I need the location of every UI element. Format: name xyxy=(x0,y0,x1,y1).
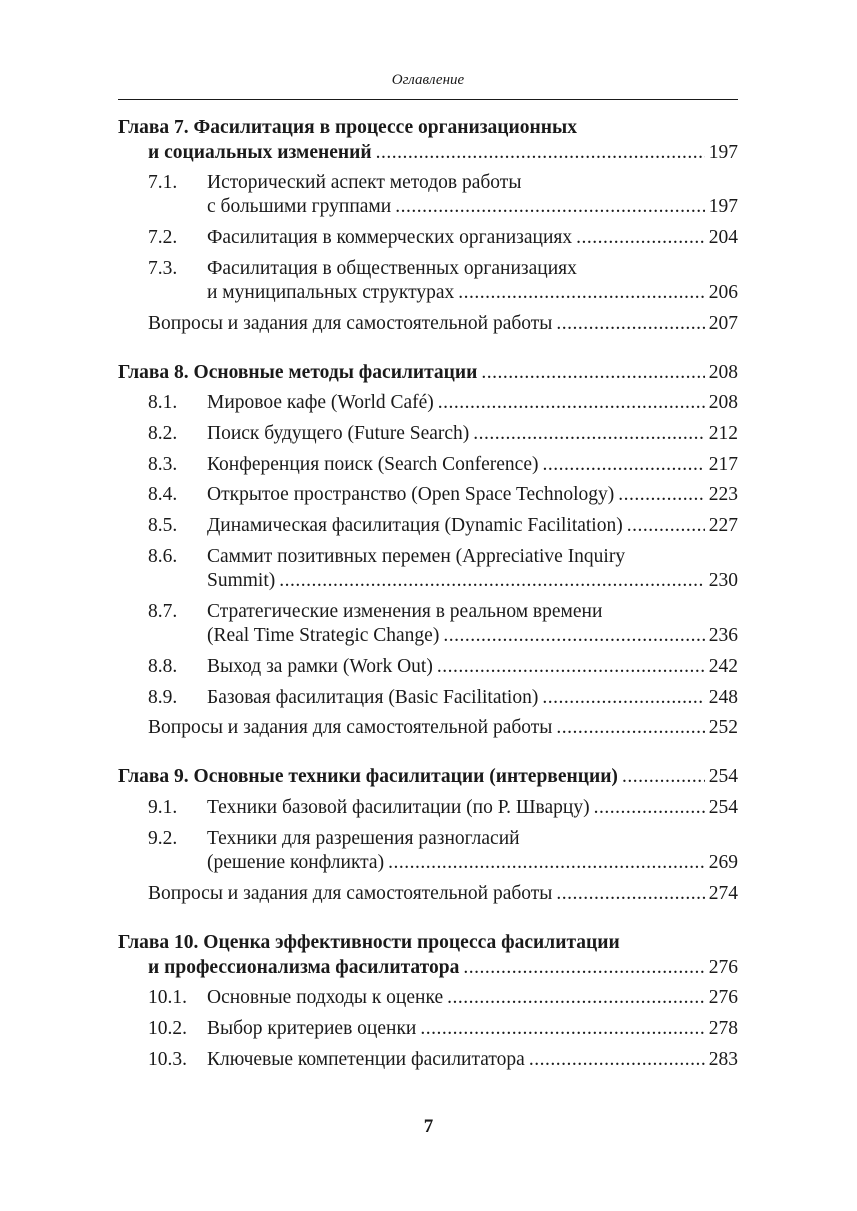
page-ref: 208 xyxy=(708,362,738,383)
section-title: Открытое пространство (Open Space Technology) xyxy=(207,484,615,505)
page-ref: 242 xyxy=(708,656,738,677)
section-number: 9.1. xyxy=(148,797,178,818)
toc-entry-9-1[interactable] xyxy=(118,795,738,821)
section-title: Техники базовой фасилитации (по Р. Шварцу) xyxy=(207,797,590,818)
page-ref: 227 xyxy=(708,515,738,536)
section-number: 10.2. xyxy=(148,1018,187,1039)
section-number: 8.8. xyxy=(148,656,178,677)
section-title: Конференция поиск (Search Conference) xyxy=(207,454,539,475)
toc-entry-7-1[interactable] xyxy=(118,194,738,220)
toc-entry-8-3[interactable] xyxy=(118,452,738,478)
page-ref: 254 xyxy=(708,797,738,818)
page-ref: 248 xyxy=(708,687,738,708)
page-ref: 269 xyxy=(708,852,738,873)
page-ref: 276 xyxy=(708,957,738,978)
toc-entry-8-8[interactable] xyxy=(118,654,738,680)
section-title: Основные подходы к оценке xyxy=(207,987,444,1008)
chapter-7-title-line2: и социальных изменений xyxy=(148,142,372,163)
chapter-9-title: Глава 9. Основные техники фасилитации (интервенции) xyxy=(118,766,618,787)
toc-entry-7-2[interactable] xyxy=(118,225,738,251)
dot-leader xyxy=(622,764,705,790)
dot-leader xyxy=(376,140,705,166)
dot-leader xyxy=(458,280,705,306)
dot-leader xyxy=(420,1016,704,1042)
questions-label: Вопросы и задания для самостоятельной работы xyxy=(148,717,553,738)
questions-label: Вопросы и задания для самостоятельной работы xyxy=(148,313,553,334)
section-number: 8.4. xyxy=(148,484,178,505)
section-title: Фасилитация в коммерческих организациях xyxy=(207,227,573,248)
section-title: Стратегические изменения в реальном времени xyxy=(207,601,603,622)
toc-entry-8-4[interactable] xyxy=(118,482,738,508)
dot-leader xyxy=(437,654,705,680)
section-title-cont: Summit) xyxy=(207,570,276,591)
dot-leader xyxy=(438,390,705,416)
page-ref: 207 xyxy=(708,313,738,334)
toc-entry-10-2[interactable] xyxy=(118,1016,738,1042)
section-number: 8.1. xyxy=(148,392,178,413)
section-number: 10.3. xyxy=(148,1049,187,1070)
page-ref: 276 xyxy=(708,987,738,1008)
section-title: Саммит позитивных перемен (Appreciative Inquiry xyxy=(207,546,626,567)
toc-questions-ch8[interactable] xyxy=(118,715,738,741)
toc-questions-ch9[interactable] xyxy=(118,881,738,907)
chapter-9-entry[interactable] xyxy=(118,764,738,790)
chapter-10-entry[interactable] xyxy=(118,955,738,981)
page-ref: 197 xyxy=(708,142,738,163)
running-head: Оглавление xyxy=(391,72,465,88)
section-number: 7.2. xyxy=(148,227,178,248)
chapter-8-entry[interactable] xyxy=(118,360,738,386)
toc-entry-9-2-line1[interactable] xyxy=(118,826,738,852)
section-title: Исторический аспект методов работы xyxy=(207,172,522,193)
page-ref: 212 xyxy=(708,423,738,444)
dot-leader xyxy=(463,955,704,981)
section-title: Фасилитация в общественных организациях xyxy=(207,258,577,279)
page-ref: 204 xyxy=(708,227,738,248)
page-ref: 283 xyxy=(708,1049,738,1070)
toc-entry-8-6[interactable] xyxy=(118,568,738,594)
dot-leader xyxy=(542,685,704,711)
toc-entry-8-1[interactable] xyxy=(118,390,738,416)
dot-leader xyxy=(473,421,704,447)
dot-leader xyxy=(627,513,705,539)
page-ref: 278 xyxy=(708,1018,738,1039)
chapter-8-title: Глава 8. Основные методы фасилитации xyxy=(118,362,478,383)
toc-entry-8-5[interactable] xyxy=(118,513,738,539)
dot-leader xyxy=(576,225,705,251)
toc-entry-8-7[interactable] xyxy=(118,623,738,649)
section-number: 7.1. xyxy=(148,172,178,193)
dot-leader xyxy=(594,795,705,821)
dot-leader xyxy=(542,452,704,478)
toc-entry-9-2[interactable] xyxy=(118,850,738,876)
section-title-cont: (решение конфликта) xyxy=(207,852,385,873)
toc-entry-7-3[interactable] xyxy=(118,280,738,306)
chapter-10-title-line2: и профессионализма фасилитатора xyxy=(148,957,460,978)
section-title: Динамическая фасилитация (Dynamic Facilitation) xyxy=(207,515,623,536)
section-title: Базовая фасилитация (Basic Facilitation) xyxy=(207,687,539,708)
toc-entry-7-1-line1[interactable] xyxy=(118,170,738,196)
section-number: 8.6. xyxy=(148,546,178,567)
toc-entry-8-2[interactable] xyxy=(118,421,738,447)
toc-entry-10-3[interactable] xyxy=(118,1047,738,1073)
toc-entry-8-6-line1[interactable] xyxy=(118,544,738,570)
toc-entry-8-9[interactable] xyxy=(118,685,738,711)
chapter-7-title-line1[interactable]: Глава 7. Фасилитация в процессе организационных xyxy=(118,117,577,138)
chapter-7-entry[interactable] xyxy=(118,140,738,166)
dot-leader xyxy=(395,194,705,220)
toc-questions-ch7[interactable] xyxy=(118,311,738,337)
section-number: 10.1. xyxy=(148,987,187,1008)
page-ref: 217 xyxy=(708,454,738,475)
section-number: 9.2. xyxy=(148,828,178,849)
dot-leader xyxy=(556,715,704,741)
dot-leader xyxy=(481,360,704,386)
page-ref: 236 xyxy=(708,625,738,646)
section-title: Поиск будущего (Future Search) xyxy=(207,423,470,444)
page-number: 7 xyxy=(423,1116,434,1137)
header-rule xyxy=(118,99,738,100)
section-number: 8.9. xyxy=(148,687,178,708)
page-ref: 274 xyxy=(708,883,738,904)
dot-leader xyxy=(618,482,705,508)
section-title: Выход за рамки (Work Out) xyxy=(207,656,433,677)
dot-leader xyxy=(556,881,704,907)
section-title-cont: (Real Time Strategic Change) xyxy=(207,625,440,646)
section-number: 8.7. xyxy=(148,601,178,622)
dot-leader xyxy=(447,985,705,1011)
section-number: 7.3. xyxy=(148,258,178,279)
section-title: Мировое кафе (World Café) xyxy=(207,392,434,413)
section-number: 8.2. xyxy=(148,423,178,444)
toc-entry-8-7-line1[interactable] xyxy=(118,599,738,625)
dot-leader xyxy=(443,623,704,649)
toc-entry-7-3-line1[interactable] xyxy=(118,256,738,282)
dot-leader xyxy=(556,311,704,337)
section-number: 8.3. xyxy=(148,454,178,475)
page-ref: 208 xyxy=(708,392,738,413)
dot-leader xyxy=(388,850,705,876)
section-title: Техники для разрешения разногласий xyxy=(207,828,520,849)
section-title: Выбор критериев оценки xyxy=(207,1018,417,1039)
page-ref: 206 xyxy=(708,282,738,303)
page-ref: 223 xyxy=(708,484,738,505)
section-title: Ключевые компетенции фасилитатора xyxy=(207,1049,525,1070)
chapter-10-title-line1[interactable]: Глава 10. Оценка эффективности процесса фасилитации xyxy=(118,932,620,953)
toc-entry-10-1[interactable] xyxy=(118,985,738,1011)
section-title-cont: с большими группами xyxy=(207,196,392,217)
page-ref: 230 xyxy=(708,570,738,591)
section-number: 8.5. xyxy=(148,515,178,536)
dot-leader xyxy=(279,568,704,594)
questions-label: Вопросы и задания для самостоятельной работы xyxy=(148,883,553,904)
page-ref: 197 xyxy=(708,196,738,217)
dot-leader xyxy=(529,1047,705,1073)
page-ref: 254 xyxy=(708,766,738,787)
section-title-cont: и муниципальных структурах xyxy=(207,282,455,303)
page-ref: 252 xyxy=(708,717,738,738)
